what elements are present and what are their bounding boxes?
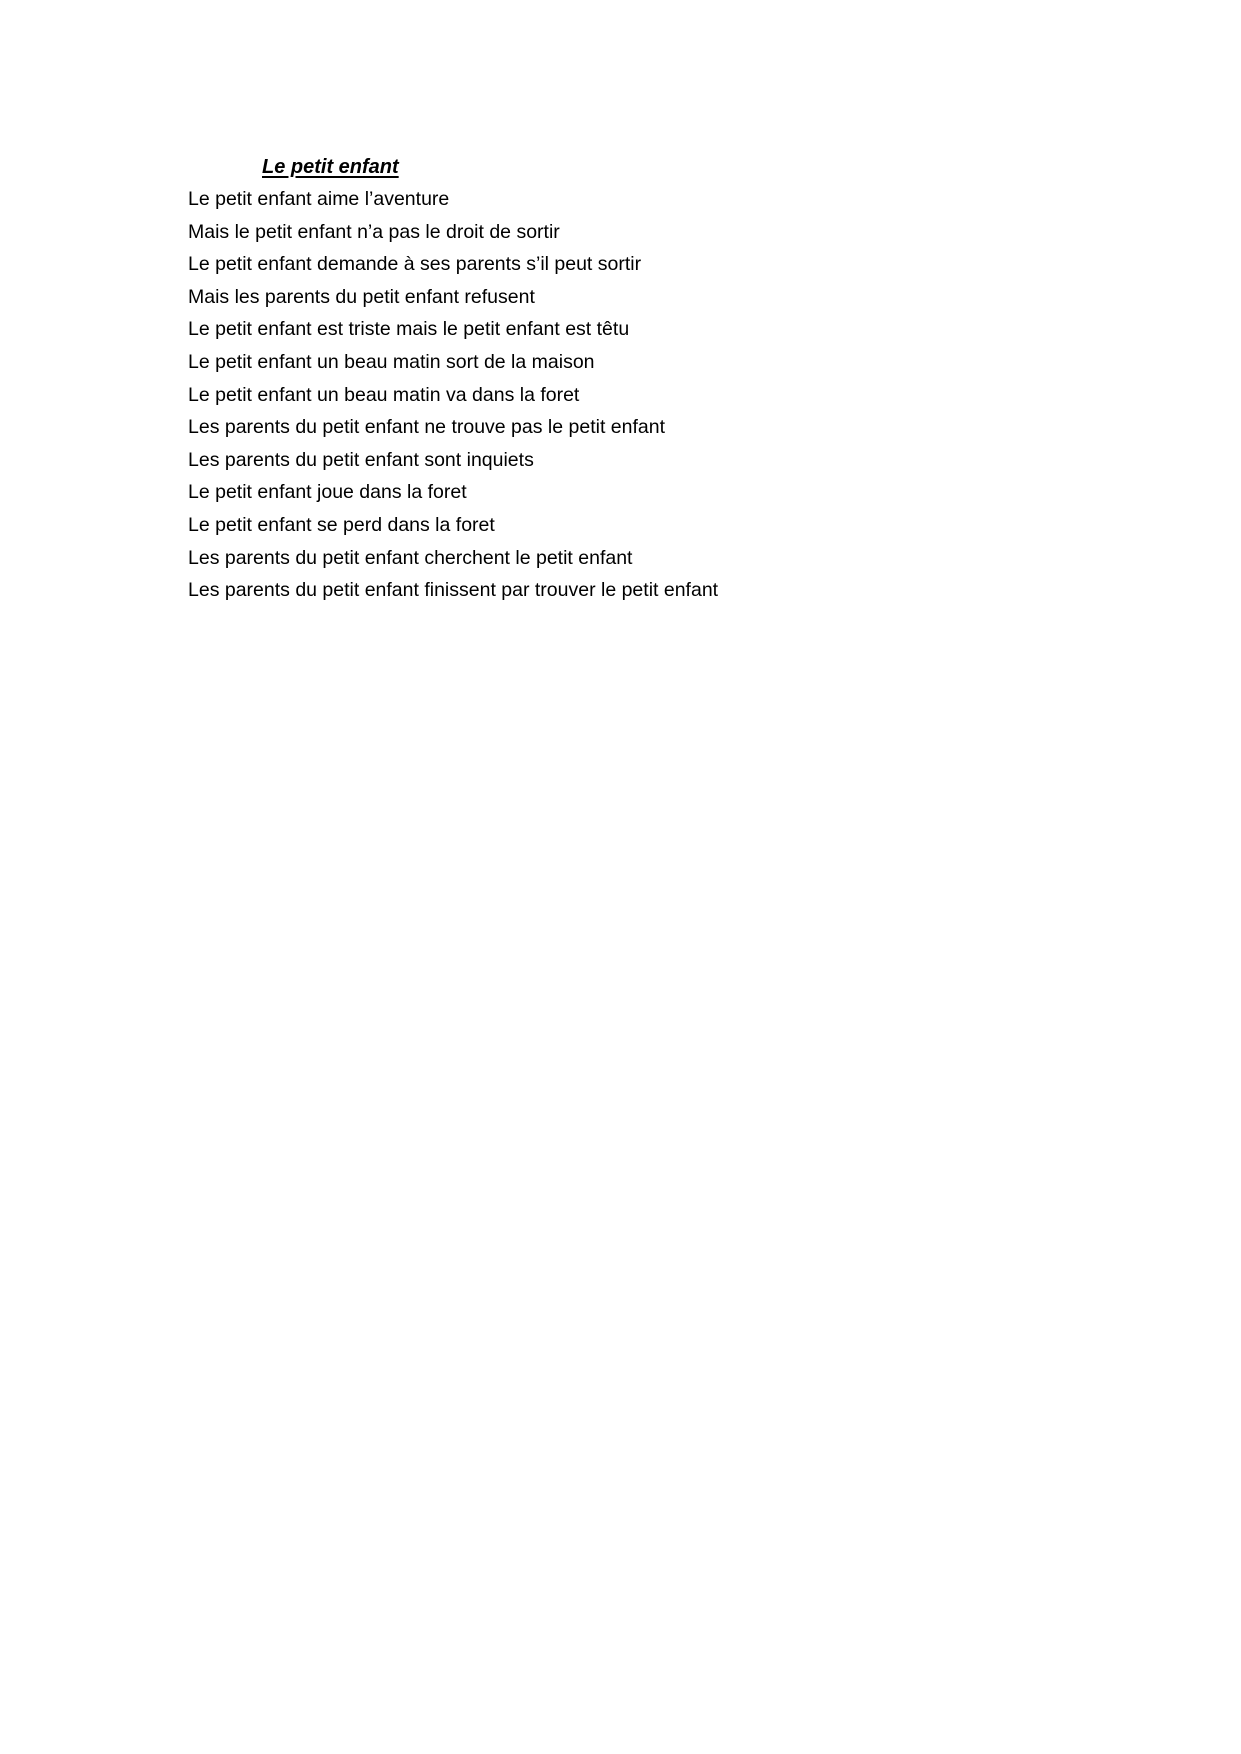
text-line: Le petit enfant se perd dans la foret (188, 513, 495, 536)
text-line: Mais le petit enfant n’a pas le droit de sortir (188, 220, 560, 243)
text-line: Les parents du petit enfant ne trouve pas le petit enfant (188, 416, 665, 439)
text-line: Le petit enfant aime l’aventure (188, 188, 450, 210)
text-line: Les parents du petit enfant finissent par trouver le petit enfant (188, 579, 719, 602)
text-line: Le petit enfant demande à ses parents s’il peut sortir (188, 253, 642, 276)
text-lines (188, 183, 1088, 607)
document-body (188, 151, 1088, 607)
text-line: Mais les parents du petit enfant refusent (188, 285, 535, 308)
document-title: Le petit enfant (262, 156, 399, 178)
text-line: Les parents du petit enfant cherchent le petit enfant (188, 546, 633, 569)
text-line: Le petit enfant est triste mais le petit enfant est têtu (188, 318, 630, 341)
text-line: Le petit enfant un beau matin sort de la maison (188, 350, 595, 373)
text-line: Les parents du petit enfant sont inquiets (188, 448, 534, 471)
text-line: Le petit enfant joue dans la foret (188, 481, 467, 504)
text-line: Le petit enfant un beau matin va dans la foret (188, 383, 580, 406)
